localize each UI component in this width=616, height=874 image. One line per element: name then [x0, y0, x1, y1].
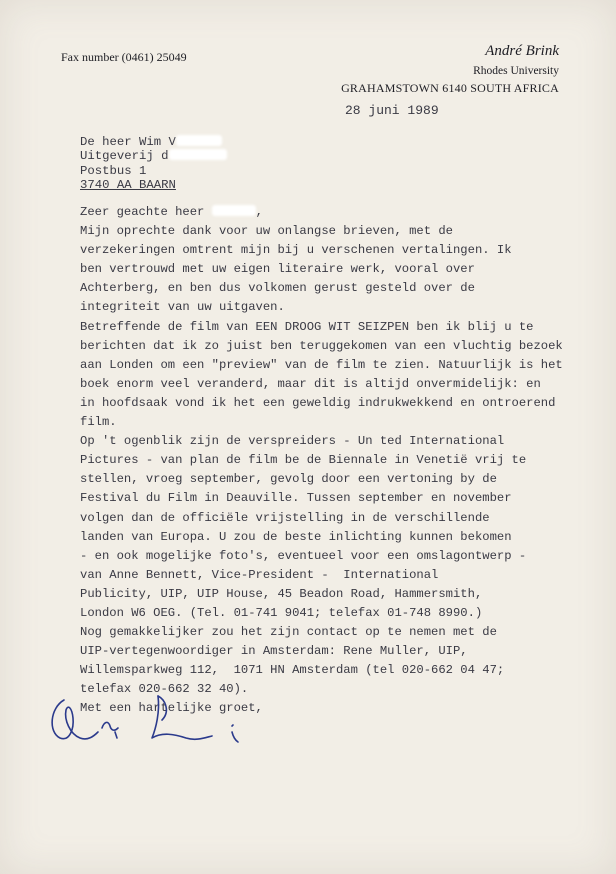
redaction: [212, 205, 256, 216]
body-line: landen van Europa. U zou de beste inlichting kunnen bekomen: [80, 529, 512, 544]
body-line: stellen, vroeg september, gevolg door een vertoning by de: [80, 472, 497, 487]
recipient-address: [80, 135, 227, 193]
body-line: Achterberg, en ben dus volkomen gerust gesteld over de: [80, 281, 475, 296]
body-line: ben vertrouwd met uw eigen literaire werk, vooral over: [80, 262, 475, 277]
body-line: van Anne Bennett, Vice-President - International: [80, 567, 439, 582]
handwritten-signature-icon: [40, 688, 270, 754]
university: Rhodes University: [473, 65, 559, 77]
body-line: Mijn oprechte dank voor uw onlangse brieven, met de: [80, 224, 453, 239]
body-line: aan Londen om een "preview" van de film te zien. Natuurlijk is het: [80, 357, 563, 372]
body-line: boek enorm veel veranderd, maar dit is altijd onvermidelijk: en: [80, 376, 541, 391]
letter-date: 28 juni 1989: [345, 103, 439, 118]
redaction: [169, 149, 227, 160]
body-line: Op 't ogenblik zijn de verspreiders - Un ted International: [80, 434, 505, 449]
body-line: telefax 020-662 32 40).: [80, 682, 249, 697]
letter-body: [80, 203, 600, 719]
address-line: Uitgeverij d: [80, 149, 227, 163]
body-line: Betreffende de film van EEN DROOG WIT SEIZPEN ben ik blij u te: [80, 319, 534, 334]
body-line: Willemsparkweg 112, 1071 HN Amsterdam (tel 020-662 04 47;: [80, 663, 505, 678]
body-line: UIP-vertegenwoordiger in Amsterdam: Rene Muller, UIP,: [80, 644, 468, 659]
body-line: integriteit van uw uitgaven.: [80, 300, 285, 315]
salutation: Zeer geachte heer ,: [80, 205, 263, 219]
body-line: in hoofdsaak vond ik het een geweldig indrukwekkend en ontroerend: [80, 395, 556, 410]
address-line: De heer Wim V: [80, 135, 227, 149]
body-line: volgen dan de officiële vrijstelling in de verschillende: [80, 510, 490, 525]
body-line: - en ook mogelijke foto's, eventueel voor een omslagontwerp -: [80, 548, 527, 563]
address-line: 3740 AA BAARN: [80, 178, 176, 193]
body-line: berichten dat ik zo juist ben teruggekomen van een vluchtig bezoek: [80, 338, 563, 353]
author-name: André Brink: [485, 43, 559, 59]
body-line: Pictures - van plan de film be de Biennale in Venetië vrij te: [80, 453, 527, 468]
body-line: London W6 OEG. (Tel. 01-741 9041; telefax 01-748 8990.): [80, 605, 483, 620]
body-line: verzekeringen omtrent mijn bij u verschenen vertalingen. Ik: [80, 243, 512, 258]
body-line: film.: [80, 415, 117, 430]
fax-number: Fax number (0461) 25049: [61, 50, 187, 64]
closing: Met een hartelijke groet,: [80, 701, 263, 716]
city-address: GRAHAMSTOWN 6140 SOUTH AFRICA: [341, 81, 559, 95]
body-line: Festival du Film in Deauville. Tussen september en november: [80, 491, 512, 506]
address-line: Postbus 1: [80, 163, 147, 178]
redaction: [176, 135, 222, 146]
body-line: Nog gemakkelijker zou het zijn contact op te nemen met de: [80, 625, 497, 640]
body-line: Publicity, UIP, UIP House, 45 Beadon Road, Hammersmith,: [80, 586, 483, 601]
